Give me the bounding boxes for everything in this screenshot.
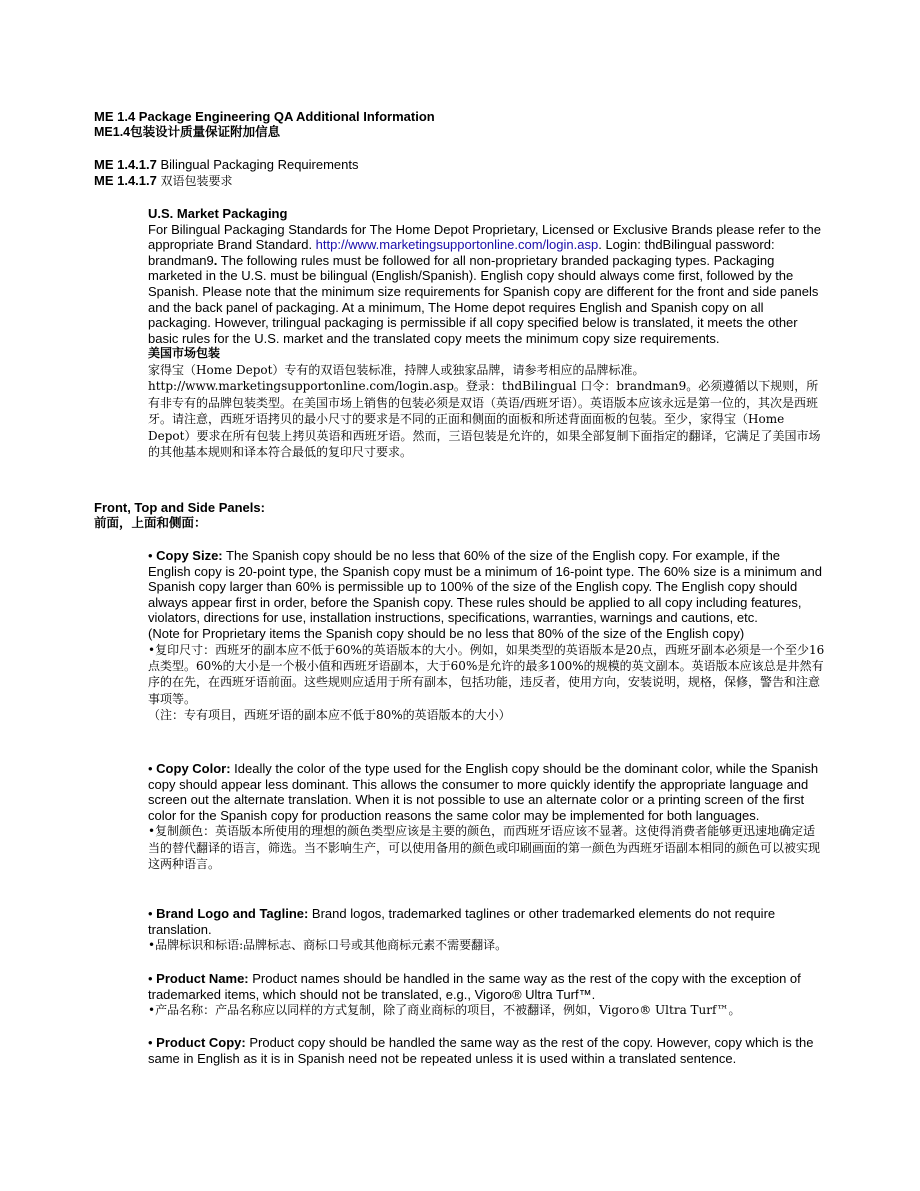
section-heading bbox=[94, 157, 824, 189]
panels-heading-en: Front, Top and Side Panels: bbox=[94, 500, 265, 515]
heading-title-en: ME 1.4 Package Engineering QA Additional Information bbox=[94, 109, 435, 124]
us-market-heading: U.S. Market Packaging bbox=[148, 206, 288, 221]
bullet-copy-color-cn: •复制颜色：英语版本所使用的理想的颜色类型应该是主要的颜色，而西班牙语应该不显著。这使得消费者能够更迅速地确定适当的替代翻译的语言，筛选。当不影响生产，可以使用备用的颜色或印刷画面的第一颜色为西班牙语副本相同的颜色可以被实现这两种语言。 bbox=[148, 824, 821, 872]
section-number: ME 1.4.1.7 bbox=[94, 157, 157, 172]
bullet-brand-logo-en: • Brand Logo and Tagline: Brand logos, trademarked taglines or other trademarked elements do not require translation. bbox=[148, 906, 776, 937]
section-title-en-line bbox=[94, 157, 824, 173]
us-market-paragraph-cn: 家得宝（Home Depot）专有的双语包装标准，持牌人或独家品牌，请参考相应的品牌标准。http://www.marketingsupportonline.com/login.asp。登录：thdBilingual 口令：brandman9。必须遵循以下规则，所有非专有的品牌包装类型。在美国市场上销售的包装必须是双语（英语/西班牙语）。英语版本应该永远是第一位的，其次是西班牙。请注意，西班牙语拷贝的最小尺寸的要求是不同的正面和侧面的面板和所述背面面板的包装。至少，家得宝（Home Depot）要求在所有包装上拷贝英语和西班牙语。然而，三语包装是允许的，如果全部复制下面指定的翻译，它满足了美国市场的其他基本规则和译本符合最低的复印尺寸要求。 bbox=[148, 362, 821, 459]
bullet-copy-size-note: (Note for Proprietary items the Spanish copy should be no less that 80% of the size of the English copy) bbox=[148, 625, 745, 641]
bullet-copy-size-cn: •复印尺寸：西班牙的副本应不低于60%的英语版本的大小。例如，如果类型的英语版本是20点，西班牙副本必须是一个至少16点类型。60%的大小是一个极小值和西班牙语副本，大于60%是允许的最多100%的规模的英文副本。英语版本应该总是井然有序的在先，在西班牙语前面。这些规则应适用于所有副本，包括功能，违反者，使用方向，安装说明，规格，保修，警告和注意事项等。 bbox=[148, 642, 825, 706]
brand-standard-link[interactable]: http://www.marketingsupportonline.com/login.asp bbox=[315, 237, 599, 253]
bullet-product-name bbox=[148, 971, 826, 1019]
bullet-copy-color bbox=[148, 761, 826, 873]
doc-heading bbox=[94, 109, 824, 140]
bullet-brand-logo bbox=[148, 906, 826, 954]
bullet-copy-size-cn-note: （注：专有项目，西班牙语的副本应不低于80%的英语版本的大小） bbox=[148, 708, 511, 723]
us-market-heading-cn: 美国市场包装 bbox=[148, 346, 221, 361]
bullet-product-name-cn: •产品名称：产品名称应以同样的方式复制，除了商业商标的项目，不被翻译，例如，Vigoro® Ultra Turf™。 bbox=[148, 1003, 741, 1018]
section-number-cn: ME 1.4.1.7 bbox=[94, 172, 157, 188]
bullet-brand-logo-cn: •品牌标识和标语:品牌标志、商标口号或其他商标元素不需要翻译。 bbox=[148, 938, 508, 953]
panels-heading-cn: 前面，上面和侧面： bbox=[94, 515, 207, 530]
us-market-section bbox=[148, 206, 826, 460]
bullet-product-copy-en: • Product Copy: Product copy should be handled the same way as the rest of the copy. However, copy which is the same in English as it is in Spanish need not be repeated unless it is used within a translated sentence. bbox=[148, 1035, 814, 1066]
section-title-en: Bilingual Packaging Requirements bbox=[160, 157, 359, 172]
bullet-product-name-en: • Product Name: Product names should be handled in the same way as the rest of the copy with the exception of trademarked items, which should not be translated, e.g., Vigoro® Ultra Turf™. bbox=[148, 971, 801, 1002]
bullet-copy-color-en: • Copy Color: Ideally the color of the type used for the English copy should be the dominant color, while the Spanish copy should appear less dominant. This allows the consumer to more quickly identify the appropriate language and screen out the alternate translation. When it is not possible to use an alternate color or a printing screen of the first color for the Spanish copy for production reasons the same color may be implemented for both languages. bbox=[148, 761, 819, 823]
bullet-product-copy bbox=[148, 1035, 826, 1066]
bullet-copy-size-en: • Copy Size: The Spanish copy should be no less that 60% of the size of the English copy. For example, if the English copy is 20-point type, the Spanish copy must be a minimum of 16-point type. The 60% size is a minimum and Spanish copy larger than 60% is permissible up to 100% of the size of the English copy. The English copy should always appear first in order, before the Spanish copy. These rules should be applied to all copy including features, violators, directions for use, installation instructions, specifications, warranties, warnings and cautions, etc. bbox=[148, 548, 822, 626]
panels-heading bbox=[94, 500, 824, 531]
bullet-copy-size bbox=[148, 548, 826, 724]
section-title-cn: 双语包装要求 bbox=[160, 173, 233, 188]
us-market-paragraph: For Bilingual Packaging Standards for The Home Depot Proprietary, Licensed or Exclusive Brands please refer to the appropriate Brand Standard. http://www.marketingsupportonline.com/login.asp. Login: thdBilingual password: brandman9. The following rules must be followed for all non-proprietary branded packaging types. Packaging marketed in the U.S. must be bilingual (English/Spanish). English copy should always come first, followed by the Spanish. Please note that the minimum size requirements for Spanish copy are different for the front and side panels and the back panel of packaging. At a minimum, The Home depot requires English and Spanish copy on all packaging. However, trilingual packaging is permissible if all copy specified below is translated, it meets the other basic rules for the U.S. market and the translated copy meets the minimum copy size requirements. bbox=[148, 221, 821, 346]
heading-title-cn: ME1.4包装设计质量保证附加信息 bbox=[94, 124, 281, 139]
section-title-cn-line bbox=[94, 173, 824, 189]
